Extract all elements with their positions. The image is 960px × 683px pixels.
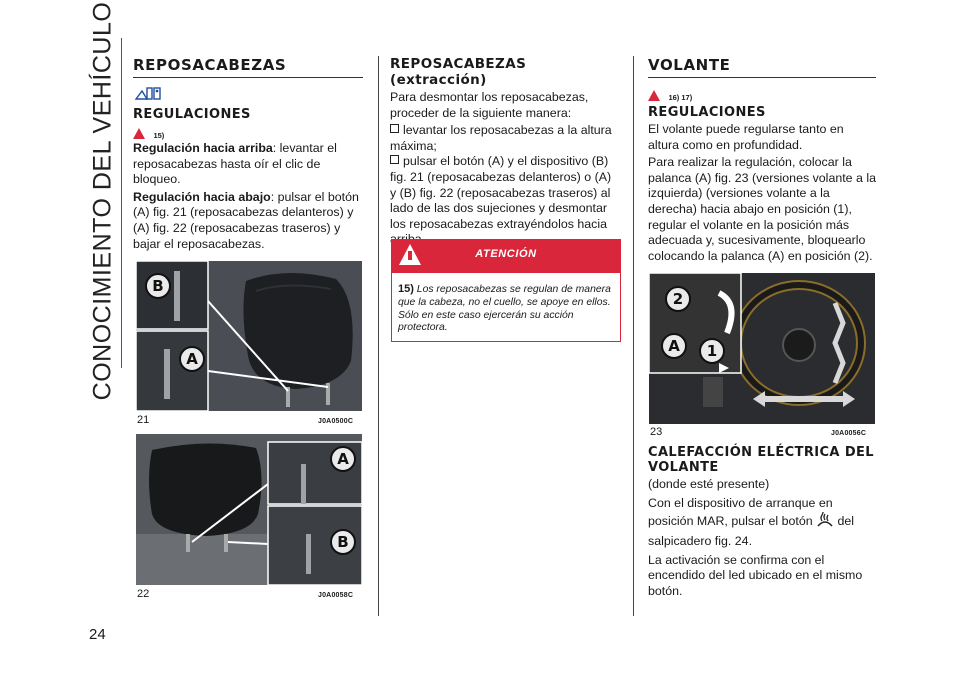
heated-steering-icon bbox=[816, 512, 834, 533]
column-extraction bbox=[390, 56, 620, 248]
step-1: levantar los reposacabezas a la altura máxima; bbox=[390, 123, 612, 153]
section-title-extraction: REPOSACABEZAS (extracción) bbox=[390, 56, 527, 88]
title-rule bbox=[133, 77, 363, 78]
column-headrest bbox=[133, 56, 363, 252]
chapter-title: CONOCIMIENTO DEL VEHÍCULO bbox=[88, 1, 117, 401]
title-rule bbox=[648, 77, 876, 78]
figure-21-photo bbox=[136, 261, 362, 411]
page-number: 24 bbox=[89, 626, 106, 643]
column-separator-1 bbox=[378, 56, 379, 616]
paragraph-steering-2: Para realizar la regulación, colocar la palanca (A) fig. 23 (versiones volante a la izquierda) (versiones volante a la derecha) hacia abajo en posición (1), regular el volante en la posición más adecuada y, sucesivamente, bloquearlo colocando la palanca (A) en posición (2). bbox=[648, 155, 876, 263]
warning-title: ATENCIÓN bbox=[475, 248, 537, 260]
label-a-fig21: A bbox=[179, 346, 205, 372]
warning-triangle-icon bbox=[133, 128, 145, 139]
section-title-headrest: REPOSACABEZAS bbox=[133, 56, 287, 74]
sidebar-divider bbox=[121, 38, 122, 368]
figure-22-code: J0A0058C bbox=[318, 592, 354, 599]
paragraph-heated-3: La activación se confirma con el encendido del led ubicado en el mismo botón. bbox=[648, 552, 863, 598]
column-separator-2 bbox=[633, 56, 634, 616]
section-title-steering: VOLANTE bbox=[648, 56, 731, 74]
step-2: pulsar el botón (A) y el dispositivo (B) fig. 21 (reposacabezas delanteros) o (A) y (B) fig. 22 (reposacabezas traseros) al lado de las dos sujeciones y desmontar los reposacabezas extrayéndolos hacia bbox=[390, 154, 612, 231]
warning-text: 15) Los reposacabezas se regulan de manera que la cabeza, no el cuello, se apoye en ellos. Sólo en este caso ejercerán su acción protectora. bbox=[398, 283, 611, 334]
section-title-heated: CALEFACCIÓN ELÉCTRICA DEL VOLANTE bbox=[648, 445, 874, 475]
figure-22-number: 22 bbox=[137, 588, 150, 600]
label-down: Regulación hacia abajo bbox=[133, 189, 271, 204]
paragraph-up: Regulación hacia arriba: levantar el reposacabezas hasta oír el clic de bloqueo. bbox=[133, 141, 337, 187]
paragraph-intro: Para desmontar los reposacabezas, proceder de la siguiente manera: bbox=[390, 90, 589, 120]
bullet-icon bbox=[390, 124, 399, 133]
subsection-title-adjustments: REGULACIONES bbox=[133, 107, 251, 122]
warning-triangle-icon bbox=[648, 90, 660, 101]
paragraph-down: Regulación hacia abajo: pulsar el botón (A) fig. 21 (reposacabezas delanteros) y (A) fig. 22 (reposacabezas traseros) y bajar el reposacabezas. bbox=[133, 189, 359, 251]
bullet-icon bbox=[390, 155, 399, 164]
figure-23-code: J0A0056C bbox=[831, 430, 867, 437]
note-references: 16) 17) bbox=[648, 87, 876, 101]
figure-21-number: 21 bbox=[137, 414, 150, 426]
label-1-fig23: 1 bbox=[699, 338, 725, 364]
label-2-fig23: 2 bbox=[665, 286, 691, 312]
figure-21-code: J0A0500C bbox=[318, 418, 354, 425]
label-a-fig22: A bbox=[330, 446, 356, 472]
label-b-fig21: B bbox=[145, 273, 171, 299]
figure-23-number: 23 bbox=[650, 426, 663, 438]
figure-23-photo bbox=[649, 273, 875, 424]
paragraph-heated-2: Con el dispositivo de arranque en posición MAR, pulsar el botón del salpicadero fig. 24. bbox=[648, 495, 855, 548]
subsection-title-steering-adjust: REGULACIONES bbox=[648, 105, 766, 120]
section-heated-steering bbox=[648, 445, 876, 599]
column-steering bbox=[648, 56, 876, 264]
warning-box bbox=[391, 272, 621, 342]
figure-22-photo bbox=[136, 434, 362, 585]
paragraph-heated-1: (donde esté presente) bbox=[648, 477, 770, 491]
chapter-sidebar bbox=[88, 1, 118, 401]
label-up: Regulación hacia arriba bbox=[133, 141, 273, 155]
note-reference: 15) bbox=[133, 125, 363, 139]
warning-header bbox=[391, 239, 621, 272]
label-b-fig22: B bbox=[330, 529, 356, 555]
label-a-fig23: A bbox=[661, 333, 687, 359]
child-seat-icon bbox=[133, 85, 363, 105]
paragraph-steering-1: El volante puede regularse tanto en altura como en profundidad. bbox=[648, 122, 844, 152]
